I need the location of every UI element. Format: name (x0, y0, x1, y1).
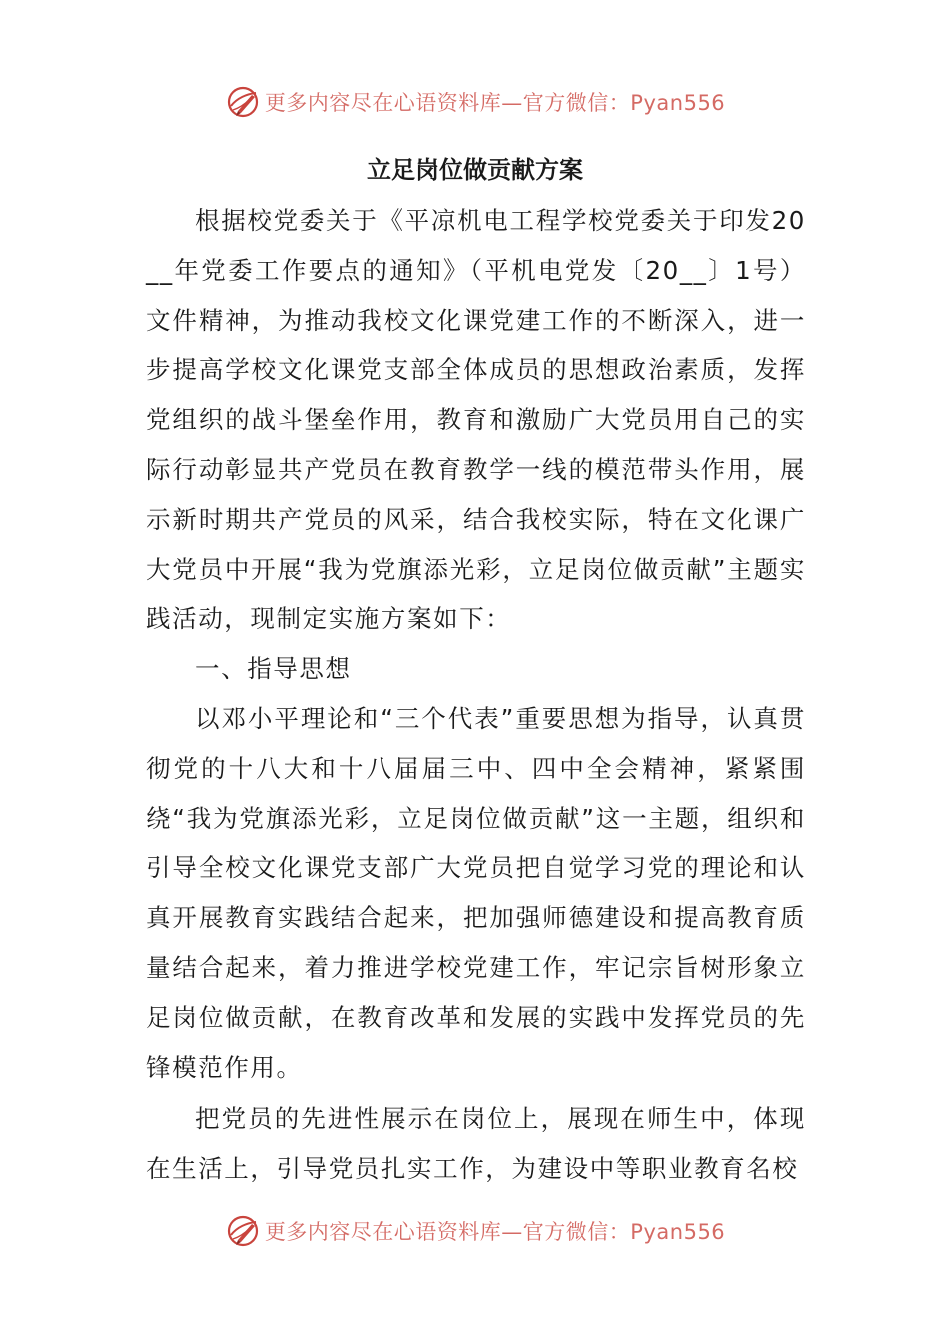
watermark-text: 更多内容尽在心语资料库—官方微信：Pyan556 (264, 91, 726, 115)
watermark-footer (0, 1211, 950, 1251)
pen-circle-logo-icon (225, 84, 261, 120)
watermark-header (0, 82, 950, 122)
paragraph-guiding-ideology: 以邓小平理论和“三个代表”重要思想为指导，认真贯彻党的十八大和十八届届三中、四中全会精神，紧紧围绕“我为党旗添光彩，立足岗位做贡献”这一主题，组织和引导全校文化课党支部广大党员把自觉学习党的理论和认真开展教育实践结合起来，把加强师德建设和提高教育质量结合起来，着力推进学校党建工作，牢记宗旨树形象立足岗位做贡献，在教育改革和发展的实践中发挥党员的先锋模范作用。 (146, 703, 806, 1082)
pen-circle-logo-icon (225, 1213, 261, 1249)
paragraph-party-members: 把党员的先进性展示在岗位上，展现在师生中，体现在生活上，引导党员扎实工作，为建设中等职业教育名校 (146, 1104, 806, 1184)
paragraph-intro: 根据校党委关于《平凉机电工程学校党委关于印发20__年党委工作要点的通知》（平机电党发〔20__〕1号）文件精神，为推动我校文化课党建工作的不断深入，进一步提高学校文化课党支部全体成员的思想政治素质，发挥党组织的战斗堡垒作用，教育和激励广大党员用自己的实际行动彰显共产党员在教育教学一线的模范带头作用，展示新时期共产党员的风采，结合我校实际，特在文化课广大党员中开展“我为党旗添光彩，立足岗位做贡献”主题实践活动，现制定实施方案如下： (146, 206, 806, 634)
watermark-text: 更多内容尽在心语资料库—官方微信：Pyan556 (264, 1220, 726, 1244)
document-title: 立足岗位做贡献方案 (367, 156, 583, 184)
section-heading-guiding-ideology: 一、指导思想 (195, 654, 352, 684)
document-body (146, 196, 806, 1194)
